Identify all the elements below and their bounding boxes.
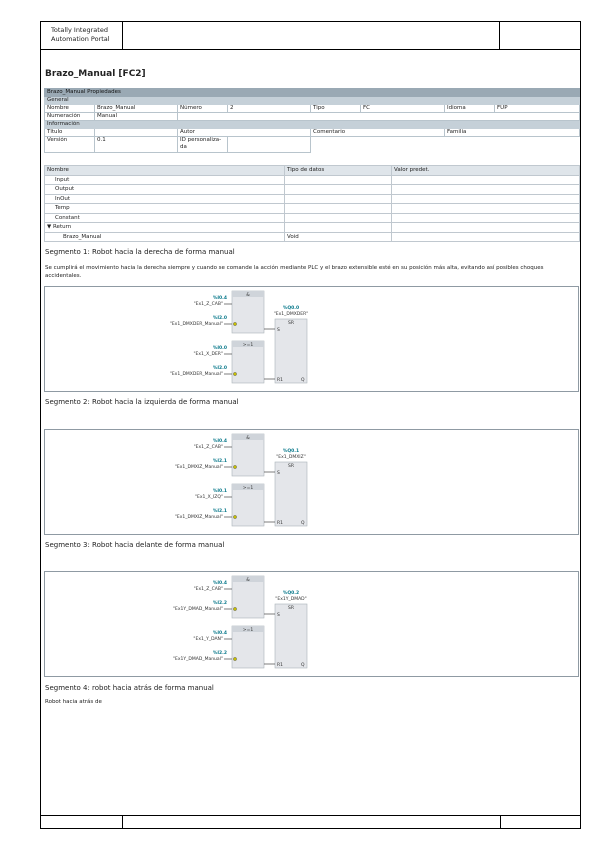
info-section: Información [45,121,580,129]
header-center-cell [123,22,500,49]
or-block-label: >=1 [242,343,254,348]
table-row: InOut [45,194,580,204]
sr-pin-q: Q [301,663,305,668]
input-name-1: "Ex1_Z_CAB" [193,587,223,592]
output-address: %Q0.0 [282,306,300,311]
negation-marker [233,372,236,375]
sr-pin-s: S [277,613,280,618]
negation-marker [233,465,236,468]
or-block-label: >=1 [242,486,254,491]
input-name-4: "Ex1_DMXDER_Manual" [169,372,223,377]
input-name-2: "Ex1_DMXDER_Manual" [169,322,223,327]
segment-1-title: Segmento 1: Robot hacia la derecha de forma manual [45,248,235,256]
input-address-3: %I0.1 [212,489,227,494]
input-name-3: "Ex1_X_DER" [193,352,223,357]
input-address-1: %I0.4 [212,296,227,301]
table-row: Título Autor Comentario Familia [45,129,580,137]
table-row: Nombre Brazo_Manual Número 2 Tipo FC Idioma FUP [45,105,580,113]
negation-marker [233,515,236,518]
or-block-label: >=1 [242,628,254,633]
sr-block-label: SR [288,321,294,326]
table-row: Temp [45,204,580,214]
table-row: Numeración Manual [45,113,580,121]
input-name-3: "Ex1_Y_DAN" [193,637,223,642]
page-header [40,21,581,50]
page-footer [40,815,581,829]
network-2 [44,429,579,535]
output-name: "Ex1Y_DMAD" [275,597,307,602]
input-address-4: %I2.1 [212,509,227,514]
input-address-1: %I0.4 [212,439,227,444]
input-name-1: "Ex1_Z_CAB" [193,445,223,450]
output-address: %Q0.1 [282,449,300,454]
properties-table [44,88,580,153]
sr-pin-r: R1 [277,521,283,526]
network-3 [44,571,579,677]
segment-1-description: Se cumplirá el movimiento hacia la derecha siempre y cuando se comande la acción mediante PLC y el brazo extensible esté en su posición más alta, evitando así posibles choques accidentales. [45,265,544,279]
input-name-4: "Ex1_DMXIZ_Manual" [174,515,223,520]
input-address-2: %I2.2 [212,601,227,606]
input-address-4: %I2.2 [212,651,227,656]
negation-marker [233,322,236,325]
segment-3-title: Segmento 3: Robot hacia delante de forma manual [45,541,225,549]
sr-pin-s: S [277,471,280,476]
and-block-label: & [246,436,250,441]
input-name-3: "Ex1_X_IZQ" [194,495,223,500]
input-address-2: %I2.0 [212,316,227,321]
sr-pin-s: S [277,328,280,333]
table-row: ▼ Return [45,223,580,233]
table-row: Output [45,185,580,195]
table-row: Input [45,175,580,185]
sr-pin-q: Q [301,378,305,383]
expand-triangle-icon[interactable]: ▼ [47,224,52,230]
input-address-2: %I2.1 [212,459,227,464]
fup-diagram [45,572,578,676]
input-name-2: "Ex1Y_DMAD_Manual" [172,607,223,612]
and-block-label: & [246,293,250,298]
input-name-4: "Ex1Y_DMAD_Manual" [172,657,223,662]
sr-pin-r: R1 [277,663,283,668]
segment-2-title: Segmento 2: Robot hacia la izquierda de forma manual [45,398,239,406]
and-block-label: & [246,578,250,583]
segment-4-description: Robot hacia atrás de [45,699,102,705]
table-row: Brazo_Manual Void [45,232,580,242]
input-address-3: %I0.0 [212,346,227,351]
fup-diagram [45,430,578,534]
fup-diagram [45,287,578,391]
input-name-1: "Ex1_Z_CAB" [193,302,223,307]
sr-block-label: SR [288,464,294,469]
portal-label: Totally Integrated Automation Portal [41,22,123,49]
input-name-2: "Ex1_DMXIZ_Manual" [174,465,223,470]
output-name: "Ex1_DMXIZ" [276,455,306,460]
output-address: %Q0.2 [282,591,300,596]
input-address-3: %I0.4 [212,631,227,636]
interface-table: Nombre Tipo de datos Valor predet. Input Output InOut Temp Constant ▼ Return Brazo_Manual Void [44,165,580,242]
table-row: Versión 0.1 ID personaliza-da [45,137,580,153]
general-section: General [45,97,580,105]
sr-pin-r: R1 [277,378,283,383]
sr-pin-q: Q [301,521,305,526]
network-1 [44,286,579,392]
table-row: Constant [45,213,580,223]
input-address-1: %I0.4 [212,581,227,586]
input-address-4: %I2.0 [212,366,227,371]
sr-block-label: SR [288,606,294,611]
output-name: "Ex1_DMXDER" [273,312,309,317]
block-title: Brazo_Manual [FC2] [45,69,146,79]
properties-section: Brazo_Manual Propiedades [45,89,580,97]
negation-marker [233,607,236,610]
negation-marker [233,657,236,660]
segment-4-title: Segmento 4: robot hacia atrás de forma manual [45,684,214,692]
header-right-cell [500,22,580,49]
